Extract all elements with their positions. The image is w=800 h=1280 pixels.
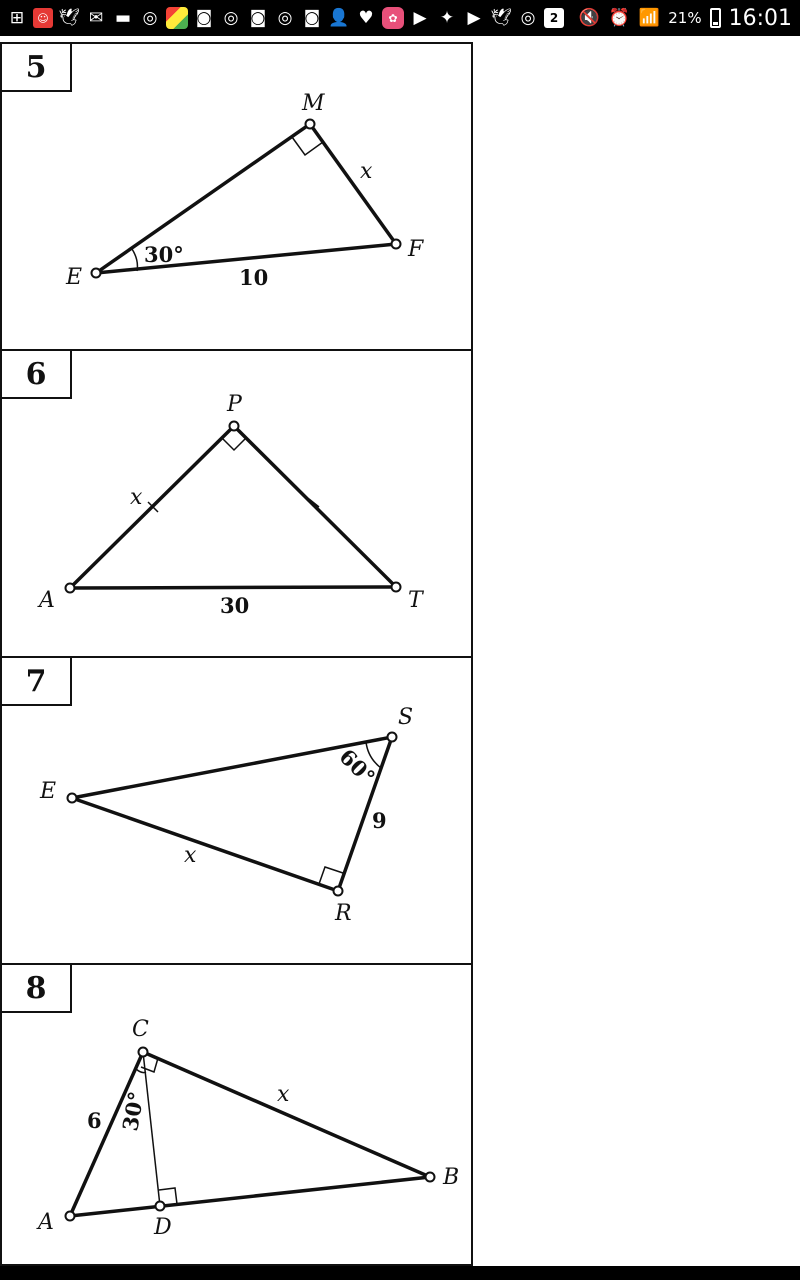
status-bar	[0, 0, 800, 36]
battery-icon	[710, 8, 721, 28]
label-leg: 9	[372, 808, 387, 833]
label-r: R	[335, 901, 352, 926]
label-m: M	[302, 91, 325, 116]
problem-number: 7	[2, 658, 72, 706]
label-e: E	[40, 779, 57, 804]
label-angle: 30°	[117, 1089, 149, 1133]
chrome-icon: ◎	[142, 7, 158, 28]
label-base: 30	[220, 593, 250, 618]
instagram-icon: ◙	[249, 7, 267, 28]
vertex-e	[68, 794, 77, 803]
problem-number: 6	[2, 351, 72, 399]
label-x: x	[184, 843, 197, 868]
side-em	[96, 124, 310, 273]
chat-icon: ▬	[114, 7, 132, 28]
side-cb	[143, 1052, 430, 1177]
label-a: A	[39, 588, 55, 613]
calendar-icon: 2	[544, 8, 564, 28]
person-icon: 👤	[328, 7, 350, 28]
notification-icons	[6, 4, 564, 32]
triangle-diagram	[2, 351, 471, 656]
problem-number: 8	[2, 965, 72, 1013]
youtube-icon: ▶	[467, 7, 481, 28]
problem-8-panel	[0, 963, 473, 1266]
instagram-icon: ◙	[195, 7, 213, 28]
label-d: D	[154, 1215, 172, 1240]
label-x: x	[360, 159, 373, 184]
side-ab	[70, 1177, 430, 1216]
chrome-icon: ◎	[520, 7, 536, 28]
battery-fill	[713, 22, 718, 25]
right-angle-mark	[292, 137, 323, 155]
label-b: B	[443, 1165, 460, 1190]
triangle-diagram	[2, 44, 471, 349]
side-er	[72, 798, 338, 891]
label-hypotenuse: 10	[239, 265, 269, 290]
right-angle-mark	[222, 438, 246, 450]
twitter-icon: 🕊	[490, 7, 512, 28]
side-pt	[234, 426, 396, 587]
triangle-diagram	[2, 965, 471, 1264]
puzzle-icon: ✦	[439, 7, 455, 28]
label-side: 6	[87, 1108, 102, 1133]
navigation-bar	[0, 1266, 800, 1280]
label-c: C	[132, 1017, 149, 1042]
problem-5-panel	[0, 42, 473, 351]
vertex-b	[426, 1173, 435, 1182]
right-angle-mark	[319, 867, 343, 884]
side-at	[70, 587, 396, 588]
vertex-s	[388, 733, 397, 742]
label-t: T	[408, 588, 423, 613]
vertex-r	[334, 887, 343, 896]
vertex-e	[92, 269, 101, 278]
aliexpress-icon: ☺	[33, 8, 53, 28]
heart-icon: ♥	[358, 7, 374, 28]
instagram-icon: ◙	[303, 7, 321, 28]
label-angle: 60°	[334, 743, 381, 790]
label-a: A	[38, 1210, 54, 1235]
label-p: P	[227, 392, 242, 417]
problem-7-panel	[0, 656, 473, 965]
vertex-a	[66, 1212, 75, 1221]
label-e: E	[66, 265, 83, 290]
photos-icon	[166, 7, 188, 29]
pink-app-icon: ✿	[382, 7, 404, 29]
vertex-c	[139, 1048, 148, 1057]
label-angle: 30°	[144, 242, 184, 267]
vertex-f	[392, 240, 401, 249]
wifi-icon: 📶	[638, 7, 660, 28]
problem-number: 5	[2, 44, 72, 92]
altitude-cd	[143, 1052, 160, 1206]
label-x: x	[277, 1082, 290, 1107]
triangle-diagram	[2, 658, 471, 963]
clock: 16:01	[728, 5, 792, 31]
youtube-icon: ▶	[413, 7, 427, 28]
mail-icon: ✉	[88, 7, 104, 28]
vertex-a	[66, 584, 75, 593]
chrome-icon: ◎	[223, 7, 239, 28]
twitter-icon: 🕊	[58, 7, 80, 28]
chrome-icon: ◎	[277, 7, 293, 28]
label-s: S	[398, 705, 414, 730]
vertex-t	[392, 583, 401, 592]
label-x: x	[130, 485, 143, 510]
vertex-d	[156, 1202, 165, 1211]
status-right	[578, 0, 792, 36]
mute-icon: 🔇	[578, 7, 600, 28]
side-ac	[70, 1052, 143, 1216]
vertex-p	[230, 422, 239, 431]
label-f: F	[408, 237, 424, 262]
battery-percent: 21%	[668, 9, 702, 27]
add-icon: ⊞	[9, 7, 25, 28]
vertex-m	[306, 120, 315, 129]
problem-6-panel	[0, 349, 473, 658]
alarm-icon: ⏰	[608, 7, 630, 28]
